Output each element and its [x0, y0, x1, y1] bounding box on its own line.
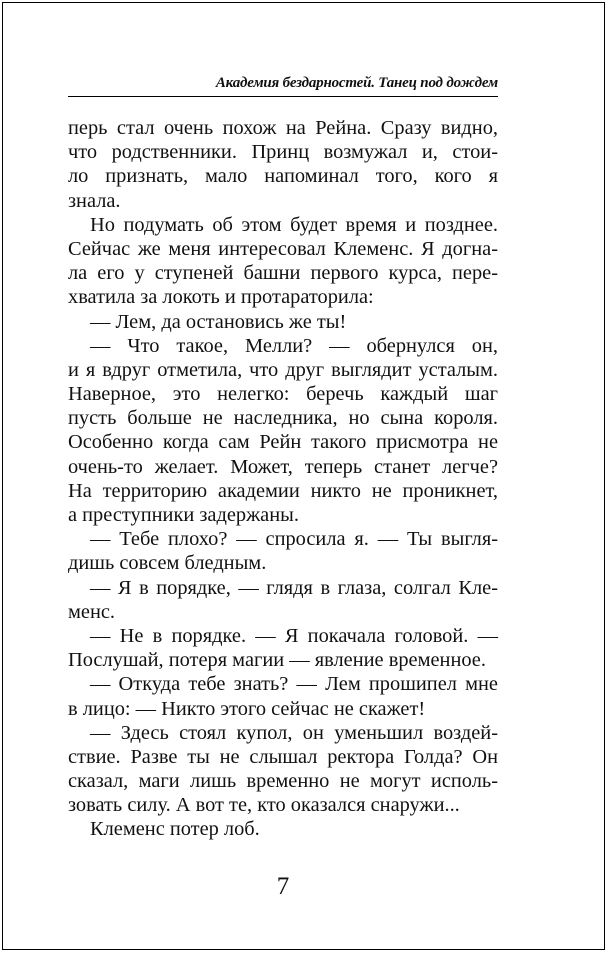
text-line: а преступники задержаны.	[68, 504, 299, 526]
text-line: — Я в порядке, — глядя в глаза, солгал Кле-	[90, 576, 498, 599]
text-line: в лицо: — Никто этого сейчас не скажет!	[68, 697, 426, 720]
text-line: — Здесь стоял купол, он уменьшил воздей-	[90, 721, 498, 744]
text-line: что родственники. Принц возмужал и, стои-	[68, 141, 498, 164]
text-line: Послушай, потеря магии — явление временное.	[68, 649, 486, 672]
text-line: — Откуда тебе знать? — Лем прошипел мне	[90, 673, 498, 696]
page-number: 7	[276, 873, 290, 900]
text-line: ствие. Разве ты не слышал ректора Голда? Он	[68, 745, 498, 768]
text-line: — Что такое, Мелли? — обернулся он,	[90, 334, 498, 357]
text-line: ла его у ступеней башни первого курса, пере-	[68, 262, 498, 285]
text-line: ло признать, мало напоминал того, кого я	[68, 165, 498, 188]
text-line: пусть больше не наследника, но сына короля.	[68, 407, 498, 430]
text-line: и я вдруг отметила, что друг выглядит усталым.	[68, 358, 498, 381]
text-line: Сейчас же меня интересовал Клеменс. Я догна-	[68, 237, 498, 260]
text-line: Клеменс потер лоб.	[90, 818, 260, 841]
text-line: Наверное, это нелегко: беречь каждый шаг	[68, 383, 498, 406]
text-line: перь стал очень похож на Рейна. Сразу видно,	[68, 117, 498, 139]
text-line: зовать силу. А вот те, кто оказался снаружи...	[68, 794, 460, 817]
text-line: — Не в порядке. — Я покачала головой. —	[90, 624, 498, 647]
text-line: дишь совсем бледным.	[68, 552, 267, 575]
text-line: На территорию академии никто не проникнет,	[68, 479, 498, 502]
body-text	[68, 116, 498, 842]
running-head: Академия бездарностей. Танец под дождем	[215, 75, 498, 91]
text-line: менс.	[68, 600, 116, 623]
text-line: очень-то желает. Может, теперь станет легче?	[68, 455, 498, 478]
text-line: хватила за локоть и протараторила:	[68, 286, 374, 309]
header-rule	[68, 96, 498, 97]
text-line: Особенно когда сам Рейн такого присмотра не	[68, 431, 498, 454]
text-line: знала.	[68, 189, 121, 212]
text-line: сказал, маги лишь временно не могут исполь-	[68, 770, 498, 793]
text-line: — Тебе плохо? — спросила я. — Ты выгля-	[90, 528, 498, 551]
text-line: Но подумать об этом будет время и позднее.	[90, 213, 498, 236]
text-line: — Лем, да остановись же ты!	[90, 310, 347, 333]
